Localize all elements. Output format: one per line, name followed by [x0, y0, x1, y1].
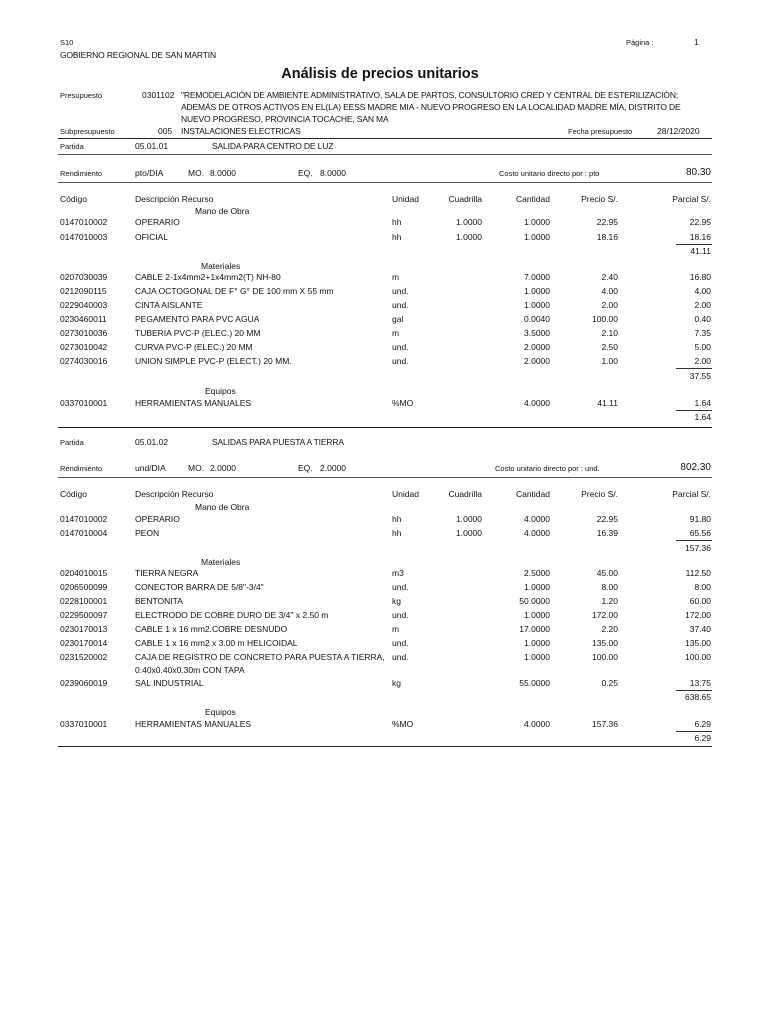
cell-precio: 2.40	[601, 272, 618, 282]
partida-name: SALIDA PARA CENTRO DE LUZ	[212, 141, 334, 151]
table-row	[60, 528, 712, 540]
subtotal-underline	[676, 540, 712, 541]
cell-codigo: 0273010036	[60, 328, 108, 338]
cell-precio: 41.11	[597, 398, 618, 408]
col-descripcion: Descripción Recurso	[135, 194, 214, 204]
eq-value: 8.0000	[320, 168, 346, 178]
cell-unidad: m	[392, 328, 400, 338]
page-label: Página :	[626, 38, 654, 47]
cell-codigo: 0230460011	[60, 314, 107, 324]
separator-line	[58, 746, 712, 747]
cell-cantidad: 1.0000	[524, 286, 550, 296]
fecha-value: 28/12/2020	[657, 126, 700, 136]
cell-cuadrilla: 1.0000	[456, 232, 482, 242]
presupuesto-code: 0301102	[142, 90, 175, 100]
group-label-mano-de-obra: Mano de Obra	[195, 206, 250, 216]
table-row	[60, 342, 712, 354]
table-row	[60, 678, 712, 690]
cell-parcial: 65.56	[689, 528, 711, 538]
cell-parcial: 100.00	[685, 652, 711, 662]
cell-codigo: 0206500099	[60, 582, 108, 592]
group-label-materiales: Materiales	[201, 557, 241, 567]
rendimiento-label: Rendimiento	[60, 464, 103, 473]
subtotal-underline	[676, 244, 712, 245]
cell-descripcion: TUBERIA PVC-P (ELEC.) 20 MM	[135, 328, 261, 338]
presupuesto-name-line3: NUEVO PROGRESO, PROVINCIA TOCACHE, SAN MA	[181, 114, 389, 124]
cell-unidad: hh	[392, 217, 402, 227]
cell-unidad: und.	[392, 342, 409, 352]
cell-codigo: 0229500097	[60, 610, 108, 620]
cell-codigo: 0231520002	[60, 652, 108, 662]
subtotal-underline	[676, 690, 712, 691]
cell-precio: 22.95	[596, 514, 618, 524]
cell-descripcion: ELECTRODO DE COBRE DURO DE 3/4" x 2.50 m	[135, 610, 329, 620]
separator-line	[58, 477, 712, 478]
cell-codigo: 0212090115	[60, 286, 107, 296]
cell-unidad: kg	[392, 678, 401, 688]
organization-name: GOBIERNO REGIONAL DE SAN MARTIN	[60, 50, 216, 60]
table-row	[60, 356, 712, 368]
mo-label: MO.	[188, 168, 205, 178]
table-row	[60, 272, 712, 284]
subtotal-equipos: 1.64	[694, 412, 711, 422]
cell-unidad: m	[392, 272, 400, 282]
cell-precio: 157.36	[592, 719, 618, 729]
cell-parcial: 1.64	[694, 398, 711, 408]
col-precio: Precio S/.	[581, 489, 618, 499]
cell-cantidad: 3.5000	[524, 328, 550, 338]
cell-descripcion: CONECTOR BARRA DE 5/8"-3/4"	[135, 582, 264, 592]
group-label-materiales: Materiales	[201, 261, 241, 271]
cell-codigo: 0230170014	[60, 638, 108, 648]
cell-cantidad: 1.0000	[524, 217, 550, 227]
cell-codigo: 0147010002	[60, 514, 108, 524]
cell-parcial: 135.00	[685, 638, 711, 648]
cell-precio: 18.16	[596, 232, 618, 242]
cell-cantidad: 2.0000	[524, 356, 550, 366]
cell-cantidad: 1.0000	[524, 638, 550, 648]
table-row	[60, 568, 712, 580]
cell-precio: 172.00	[592, 610, 618, 620]
cell-unidad: m3	[392, 568, 404, 578]
cell-codigo: 0239060019	[60, 678, 108, 688]
separator-line	[58, 154, 712, 155]
partida-code: 05.01.02	[135, 437, 169, 447]
table-row	[60, 328, 712, 340]
cell-precio: 2.10	[601, 328, 618, 338]
cell-unidad: und.	[392, 638, 409, 648]
cell-cantidad: 4.0000	[524, 398, 550, 408]
cell-unidad: und.	[392, 356, 409, 366]
cell-descripcion: PEGAMENTO PARA PVC AGUA	[135, 314, 260, 324]
cell-unidad: hh	[392, 528, 402, 538]
separator-line	[58, 427, 712, 428]
eq-label: EQ.	[298, 463, 313, 473]
cell-unidad: gal	[392, 314, 404, 324]
cell-precio: 1.00	[601, 356, 618, 366]
col-cantidad: Cantidad	[515, 194, 550, 204]
cell-descripcion: CINTA AISLANTE	[135, 300, 203, 310]
presupuesto-label: Presupuesto	[60, 91, 103, 100]
cell-precio: 22.95	[596, 217, 618, 227]
group-label-mano-de-obra: Mano de Obra	[195, 502, 250, 512]
table-row	[60, 398, 712, 410]
cell-unidad: und.	[392, 286, 409, 296]
col-unidad: Unidad	[392, 489, 419, 499]
cell-descripcion: CAJA OCTOGONAL DE F° G° DE 100 mm X 55 mm	[135, 286, 334, 296]
table-row	[60, 286, 712, 298]
cell-cantidad: 2.0000	[524, 342, 550, 352]
table-row	[60, 217, 712, 229]
cell-precio: 100.00	[592, 652, 618, 662]
cell-codigo: 0147010002	[60, 217, 108, 227]
cell-cantidad: 4.0000	[524, 719, 550, 729]
cell-descripcion: OPERARIO	[135, 217, 180, 227]
col-parcial: Parcial S/.	[672, 194, 711, 204]
col-precio: Precio S/.	[581, 194, 618, 204]
cell-descripcion: HERRAMIENTAS MANUALES	[135, 719, 252, 729]
costo-unitario-value: 802.30	[680, 462, 711, 473]
table-row	[60, 232, 712, 244]
cell-codigo: 0337010001	[60, 719, 108, 729]
table-row	[60, 624, 712, 636]
cell-unidad: m	[392, 624, 400, 634]
cell-precio: 2.20	[601, 624, 618, 634]
partida-label: Partida	[60, 142, 84, 151]
cell-descripcion: UNION SIMPLE PVC-P (ELECT.) 20 MM.	[135, 356, 292, 366]
page-title: Análisis de precios unitarios	[281, 66, 479, 82]
cell-cantidad: 55.0000	[519, 678, 550, 688]
cell-cantidad: 1.0000	[524, 582, 550, 592]
table-row	[60, 638, 712, 650]
cell-precio: 135.00	[592, 638, 618, 648]
cell-precio: 45.00	[596, 568, 618, 578]
col-cuadrilla: Cuadrilla	[448, 194, 482, 204]
cell-cantidad: 50.0000	[519, 596, 550, 606]
table-row	[60, 300, 712, 312]
cell-parcial: 0.40	[694, 314, 711, 324]
subpresupuesto-code: 005	[158, 126, 173, 136]
cell-codigo: 0204010015	[60, 568, 108, 578]
cell-cantidad: 2.5000	[524, 568, 550, 578]
cell-descripcion: HERRAMIENTAS MANUALES	[135, 398, 252, 408]
partida-code: 05.01.01	[135, 141, 169, 151]
table-row	[60, 582, 712, 594]
page-number: 1	[694, 37, 699, 47]
subtotal-underline	[676, 731, 712, 732]
cell-cantidad: 0.0040	[524, 314, 550, 324]
cell-cuadrilla: 1.0000	[456, 217, 482, 227]
rendimiento-unit: pto/DIA	[135, 168, 164, 178]
cell-codigo: 0229040003	[60, 300, 108, 310]
cell-unidad: hh	[392, 232, 402, 242]
cell-precio: 100.00	[592, 314, 618, 324]
cell-descripcion: PEON	[135, 528, 160, 538]
cell-descripcion: TIERRA NEGRA	[135, 568, 199, 578]
cell-codigo: 0230170013	[60, 624, 108, 634]
cell-parcial: 2.00	[694, 356, 711, 366]
eq-label: EQ.	[298, 168, 313, 178]
separator-line	[58, 138, 712, 139]
cell-descripcion: SAL INDUSTRIAL	[135, 678, 204, 688]
table-row	[60, 314, 712, 326]
partida-name: SALIDAS PARA PUESTA A TIERRA	[212, 437, 344, 447]
costo-unitario-label: Costo unitario directo por : und.	[495, 464, 600, 473]
cell-precio: 0.25	[601, 678, 618, 688]
cell-cuadrilla: 1.0000	[456, 528, 482, 538]
presupuesto-name-line2: ADEMÁS DE OTROS ACTIVOS EN EL(LA) EESS MADRE MIA - NUEVO PROGRESO EN LA LOCALIDAD MADRE MÍA, DISTRITO DE	[181, 102, 681, 112]
cell-descripcion: CAJA DE REGISTRO DE CONCRETO PARA PUESTA A TIERRA,	[135, 652, 385, 662]
mo-value: 2.0000	[210, 463, 236, 473]
cell-unidad: %MO	[392, 398, 414, 408]
cell-descripcion-line2: 0.40x0.40x0.30m CON TAPA	[135, 665, 245, 675]
group-label-equipos: Equipos	[205, 386, 236, 396]
cell-cuadrilla: 1.0000	[456, 514, 482, 524]
column-header-row	[60, 194, 712, 206]
cell-precio: 2.00	[601, 300, 618, 310]
subtotal-materiales: 37.55	[689, 371, 711, 381]
cell-precio: 1.20	[601, 596, 618, 606]
cell-cantidad: 17.0000	[519, 624, 550, 634]
cell-parcial: 6.29	[694, 719, 711, 729]
cell-unidad: hh	[392, 514, 402, 524]
cell-descripcion: CABLE 1 x 16 mm2.COBRE DESNUDO	[135, 624, 288, 634]
cell-codigo: 0337010001	[60, 398, 108, 408]
costo-unitario-value: 80.30	[685, 167, 711, 178]
group-label-equipos: Equipos	[205, 707, 236, 717]
col-codigo: Código	[60, 489, 87, 499]
table-row-continuation	[60, 665, 712, 677]
cell-precio: 2.50	[601, 342, 618, 352]
cell-parcial: 112.50	[685, 568, 711, 578]
eq-value: 2.0000	[320, 463, 346, 473]
cell-descripcion: OPERARIO	[135, 514, 180, 524]
table-row	[60, 719, 712, 731]
cell-descripcion: OFICIAL	[135, 232, 169, 242]
cell-parcial: 5.00	[694, 342, 711, 352]
subpresupuesto-name: INSTALACIONES ELECTRICAS	[181, 126, 301, 136]
presupuesto-name-line1: "REMODELACIÓN DE AMBIENTE ADMINISTRATIVO, SALA DE PARTOS, CONSULTORIO CRED Y CENTRAL DE ESTERILIZACIÓN;	[181, 90, 679, 100]
col-cuadrilla: Cuadrilla	[448, 489, 482, 499]
partida-label: Partida	[60, 438, 84, 447]
table-row	[60, 596, 712, 608]
cell-unidad: und.	[392, 300, 409, 310]
cell-parcial: 16.80	[689, 272, 711, 282]
subtotal-underline	[676, 410, 712, 411]
cell-codigo: 0274030016	[60, 356, 108, 366]
subtotal-mano-de-obra: 157.36	[685, 543, 711, 553]
cell-precio: 4.00	[601, 286, 618, 296]
cell-unidad: kg	[392, 596, 401, 606]
cell-descripcion: CABLE 2-1x4mm2+1x4mm2(T) NH-80	[135, 272, 281, 282]
rendimiento-label: Rendimiento	[60, 169, 103, 178]
cell-codigo: 0273010042	[60, 342, 108, 352]
col-cantidad: Cantidad	[515, 489, 550, 499]
cell-cantidad: 1.0000	[524, 300, 550, 310]
cell-parcial: 91.80	[689, 514, 711, 524]
cell-precio: 16.39	[596, 528, 618, 538]
col-parcial: Parcial S/.	[672, 489, 711, 499]
mo-value: 8.0000	[210, 168, 236, 178]
cell-unidad: und.	[392, 610, 409, 620]
table-row	[60, 610, 712, 622]
cell-parcial: 172.00	[685, 610, 711, 620]
rendimiento-unit: und/DIA	[135, 463, 166, 473]
cell-parcial: 60.00	[689, 596, 711, 606]
cell-parcial: 2.00	[694, 300, 711, 310]
subtotal-mano-de-obra: 41.11	[690, 246, 711, 256]
report-code: S10	[60, 38, 74, 47]
cell-parcial: 4.00	[694, 286, 711, 296]
cell-parcial: 22.95	[689, 217, 711, 227]
cell-codigo: 0147010003	[60, 232, 108, 242]
costo-unitario-label: Costo unitario directo por : pto	[499, 169, 600, 178]
cell-cantidad: 1.0000	[524, 652, 550, 662]
subtotal-materiales: 638.65	[685, 692, 711, 702]
subpresupuesto-label: Subpresupuesto	[60, 127, 115, 136]
column-header-row	[60, 489, 712, 501]
cell-parcial: 13.75	[689, 678, 711, 688]
cell-cantidad: 1.0000	[524, 610, 550, 620]
col-codigo: Código	[60, 194, 87, 204]
cell-precio: 8.00	[601, 582, 618, 592]
cell-codigo: 0228100001	[60, 596, 108, 606]
cell-unidad: und.	[392, 582, 409, 592]
table-row	[60, 514, 712, 526]
cell-descripcion: CURVA PVC-P (ELEC.) 20 MM	[135, 342, 253, 352]
col-descripcion: Descripción Recurso	[135, 489, 214, 499]
cell-unidad: und.	[392, 652, 409, 662]
cell-parcial: 37.40	[689, 624, 711, 634]
cell-descripcion: CABLE 1 x 16 mm2 x 3.00 m HELICOIDAL	[135, 638, 298, 648]
subtotal-equipos: 6.29	[694, 733, 711, 743]
cell-unidad: %MO	[392, 719, 414, 729]
col-unidad: Unidad	[392, 194, 419, 204]
table-row	[60, 652, 712, 664]
fecha-label: Fecha presupuesto	[568, 127, 633, 136]
cell-codigo: 0147010004	[60, 528, 108, 538]
cell-parcial: 7.35	[694, 328, 711, 338]
cell-parcial: 8.00	[694, 582, 711, 592]
cell-cantidad: 4.0000	[524, 514, 550, 524]
cell-cantidad: 7.0000	[524, 272, 550, 282]
cell-codigo: 0207030039	[60, 272, 108, 282]
cell-descripcion: BENTONITA	[135, 596, 183, 606]
separator-line	[58, 182, 712, 183]
cell-parcial: 18.16	[689, 232, 711, 242]
mo-label: MO.	[188, 463, 205, 473]
cell-cantidad: 1.0000	[524, 232, 550, 242]
subtotal-underline	[676, 368, 712, 369]
cell-cantidad: 4.0000	[524, 528, 550, 538]
